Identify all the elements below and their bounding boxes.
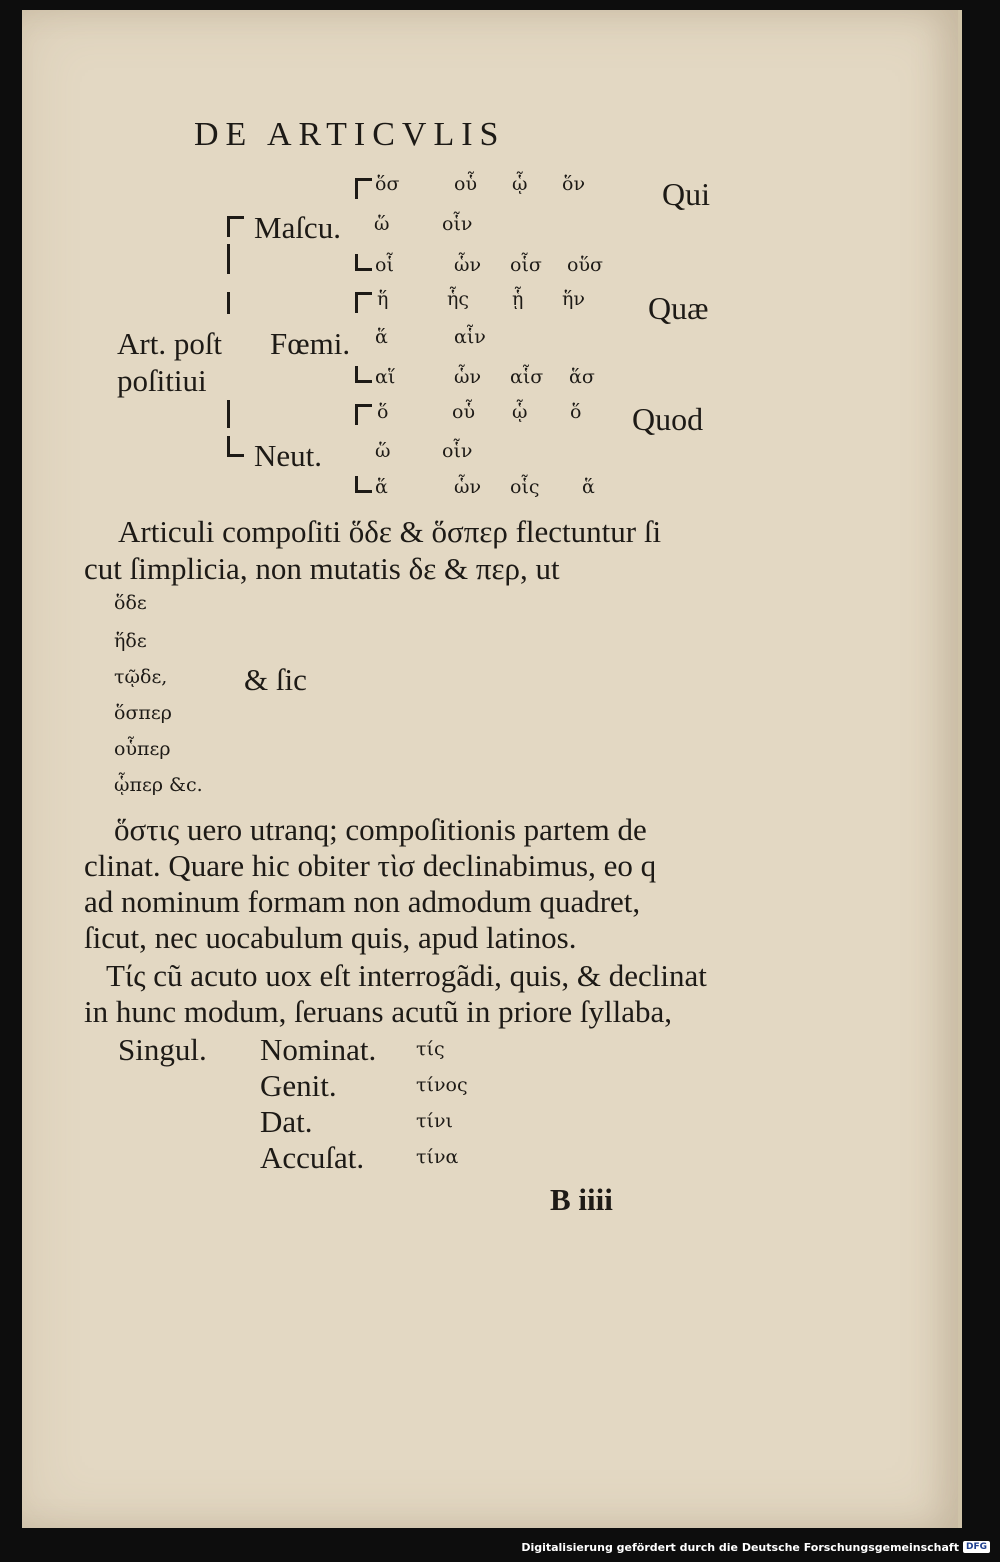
text-p3-1: Τίς cũ acuto uox eſt interrogãdi, quis, & declinat <box>106 958 707 993</box>
fem-sing-4: ἥν <box>562 288 585 310</box>
running-head: DE ARTICVLIS <box>194 116 506 153</box>
fem-plur-3: αἷσ <box>510 366 544 388</box>
fem-plur-1: αἵ <box>375 366 396 388</box>
bracket-masc <box>227 216 244 237</box>
gloss-quae: Quæ <box>648 290 709 326</box>
gloss-quod: Quod <box>632 401 704 437</box>
masc-plur-1: οἷ <box>375 254 394 276</box>
signature-mark: B iiii <box>550 1182 613 1217</box>
label-fem: Fœmi. <box>270 326 351 361</box>
list-item: ὅδε <box>114 592 147 614</box>
bracket-masc-sing <box>355 178 372 199</box>
neut-plur-1: ἅ <box>375 476 388 498</box>
fem-sing-1: ἥ <box>377 288 389 310</box>
neut-sing-2: οὗ <box>452 401 475 423</box>
neut-plur-3: οἷς <box>510 476 540 498</box>
row-label-positiui: poſitiui <box>117 363 207 398</box>
case-label: Genit. <box>260 1068 337 1103</box>
masc-dual-1: ὥ <box>374 213 390 235</box>
fem-plur-4: ἅσ <box>569 366 595 388</box>
fem-sing-2: ἧς <box>447 288 470 310</box>
bracket-fem-sing <box>355 292 372 313</box>
dfg-logo: DFG <box>963 1541 990 1553</box>
text-p2-1: ὅστις uero utranq; compoſitionis partem de <box>114 812 647 847</box>
list-item: ἥδε <box>114 630 147 652</box>
fem-dual-2: αἷν <box>454 326 486 348</box>
case-label: Dat. <box>260 1104 313 1139</box>
neut-plur-4: ἅ <box>582 476 595 498</box>
text-line-1: Articuli compoſiti ὅδε & ὅσπερ flectuntur ſi <box>118 514 662 549</box>
bracket-line <box>227 244 230 274</box>
text-p3-2: in hunc modum, ſeruans acutũ in priore ſyllaba, <box>84 994 672 1029</box>
neut-dual-1: ὥ <box>375 440 391 462</box>
masc-dual-2: οἷν <box>442 213 473 235</box>
masc-plur-2: ὧν <box>454 254 482 276</box>
credit-text: Digitalisierung gefördert durch die Deutsche Forschungsgemeinschaft <box>521 1540 959 1554</box>
text-p2-3: ad nominum formam non admodum quadret, <box>84 884 641 919</box>
text-p2-4: ſicut, nec uocabulum quis, apud latinos. <box>84 920 577 955</box>
bracket-masc-plur <box>355 254 372 271</box>
bracket-neut-sing <box>355 404 372 425</box>
gloss-qui: Qui <box>662 176 710 212</box>
label-masc: Maſcu. <box>254 210 341 245</box>
neut-sing-4: ὅ <box>570 401 582 423</box>
book-page <box>22 10 962 1528</box>
masc-sing-1: ὅσ <box>375 173 400 195</box>
masc-sing-3: ᾧ <box>512 173 528 195</box>
case-form: τίνος <box>416 1074 468 1096</box>
masc-plur-4: οὕσ <box>567 254 603 276</box>
bracket-line <box>227 400 230 428</box>
list-item: οὗπερ <box>114 738 171 760</box>
text-p2-2: clinat. Quare hic obiter τὶσ declinabimus, eo q <box>84 848 657 883</box>
neut-dual-2: οἷν <box>442 440 473 462</box>
case-form: τίνα <box>416 1146 459 1168</box>
fem-dual-1: ἅ <box>375 326 388 348</box>
case-form: τίς <box>416 1038 445 1060</box>
fem-plur-2: ὧν <box>454 366 482 388</box>
case-label: Nominat. <box>260 1032 377 1067</box>
label-singular: Singul. <box>118 1032 207 1067</box>
neut-sing-1: ὅ <box>377 401 389 423</box>
digitization-credit <box>521 1538 990 1556</box>
text-line-2: cut ſimplicia, non mutatis δε & περ, ut <box>84 551 560 586</box>
neut-plur-2: ὧν <box>454 476 482 498</box>
list-note: & ſic <box>244 662 307 697</box>
case-form: τίνι <box>416 1110 453 1132</box>
bracket-line <box>227 292 230 314</box>
bracket-neut-plur <box>355 476 372 493</box>
neut-sing-3: ᾧ <box>512 401 528 423</box>
label-neut: Neut. <box>254 438 323 473</box>
bracket-fem-plur <box>355 366 372 383</box>
list-item: τῷδε, <box>114 666 168 688</box>
bracket-neut <box>227 436 244 457</box>
masc-sing-2: οὗ <box>454 173 477 195</box>
masc-sing-4: ὅν <box>562 173 585 195</box>
list-item: ᾧπερ &c. <box>114 774 203 796</box>
fem-sing-3: ᾗ <box>512 288 524 310</box>
masc-plur-3: οἷσ <box>510 254 542 276</box>
case-label: Accuſat. <box>260 1140 365 1175</box>
list-item: ὅσπερ <box>114 702 172 724</box>
row-label-art-post: Art. poſt <box>117 326 223 361</box>
